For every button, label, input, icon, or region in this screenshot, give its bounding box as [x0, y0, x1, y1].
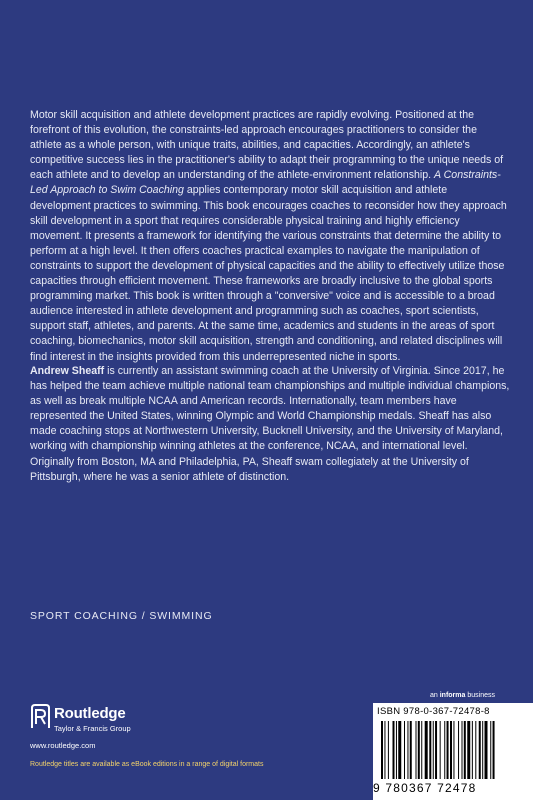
author-bio-text: is currently an assistant swimming coach at the University of Virginia. Since 2017, he has helped the team achieve multiple national team championships and multiple individual champions, as well as break multiple NCAA and American records. Internationally, team members have represented the United States, winning Olympic and World Championship medals. Sheaff has also made coaching stops at Northwestern University, Bucknell University, and the University of Maryland, working with championship winning athletes at the conference, NCAA, and international level. Originally from Boston, MA and Philadelphia, PA, Sheaff swam collegiately at the University of Pittsburgh, where he was a senior athlete of distinction. — [30, 365, 510, 483]
publisher-group: Taylor & Francis Group — [54, 724, 131, 733]
publisher-website[interactable]: www.routledge.com — [30, 741, 96, 750]
author-bio — [30, 364, 510, 485]
isbn-label: ISBN 978-0-367-72478-8 — [377, 706, 490, 717]
routledge-logo-icon — [30, 704, 50, 730]
ebook-footnote: Routledge titles are available as eBook editions in a range of digital formats — [30, 761, 264, 768]
author-name: Andrew Sheaff — [30, 365, 105, 377]
book-description — [30, 108, 510, 365]
description-intro: Motor skill acquisition and athlete development practices are rapidly evolving. Positioned at the forefront of this evolution, the constraints-led approach encourages practitioners to consider the athlete as a whole person, with unique traits, abilities, and capacities. Accordingly, an athlete's competitive success lies in the practitioner's ability to adapt their programming to the unique needs of each athlete and to develop an understanding of the athlete-environment relationship. — [30, 109, 504, 182]
informa-tagline: an informa business — [430, 692, 495, 699]
barcode-icon — [377, 721, 527, 779]
barcode-digits: 9 780367 72478 — [373, 781, 477, 795]
barcode-panel — [373, 703, 533, 800]
subject-category: SPORT COACHING / SWIMMING — [30, 610, 213, 622]
book-title: A Constraints-Led Approach to Swim Coaching — [30, 169, 501, 197]
publisher-name: Routledge — [54, 705, 126, 722]
description-body: applies contemporary motor skill acquisition and athlete development practices to swimming. This book encourages coaches to reconsider how they approach skill development in a sport that requires considerable physical training and highly efficiency movement. It presents a framework for identifying the various constraints that determine the ability to perform at a high level. It then offers coaches practical examples to navigate the manipulation of constraints to support the development of physical capacities and the ability to effectively utilize those capacities through efficient movement. These frameworks are broadly inclusive to the global sports programming market. This book is written through a "conversive" voice and is accessible to a broad audience interested in athlete development and programming such as coaches, sport scientists, support staff, athletes, and parents. At the same time, academics and students in the areas of sport coaching, biomechanics, motor skill acquisition, strength and conditioning, and related disciplines will find interest in the insights provided from this underrepresented niche in sports. — [30, 184, 507, 363]
publisher-logo — [30, 704, 230, 744]
